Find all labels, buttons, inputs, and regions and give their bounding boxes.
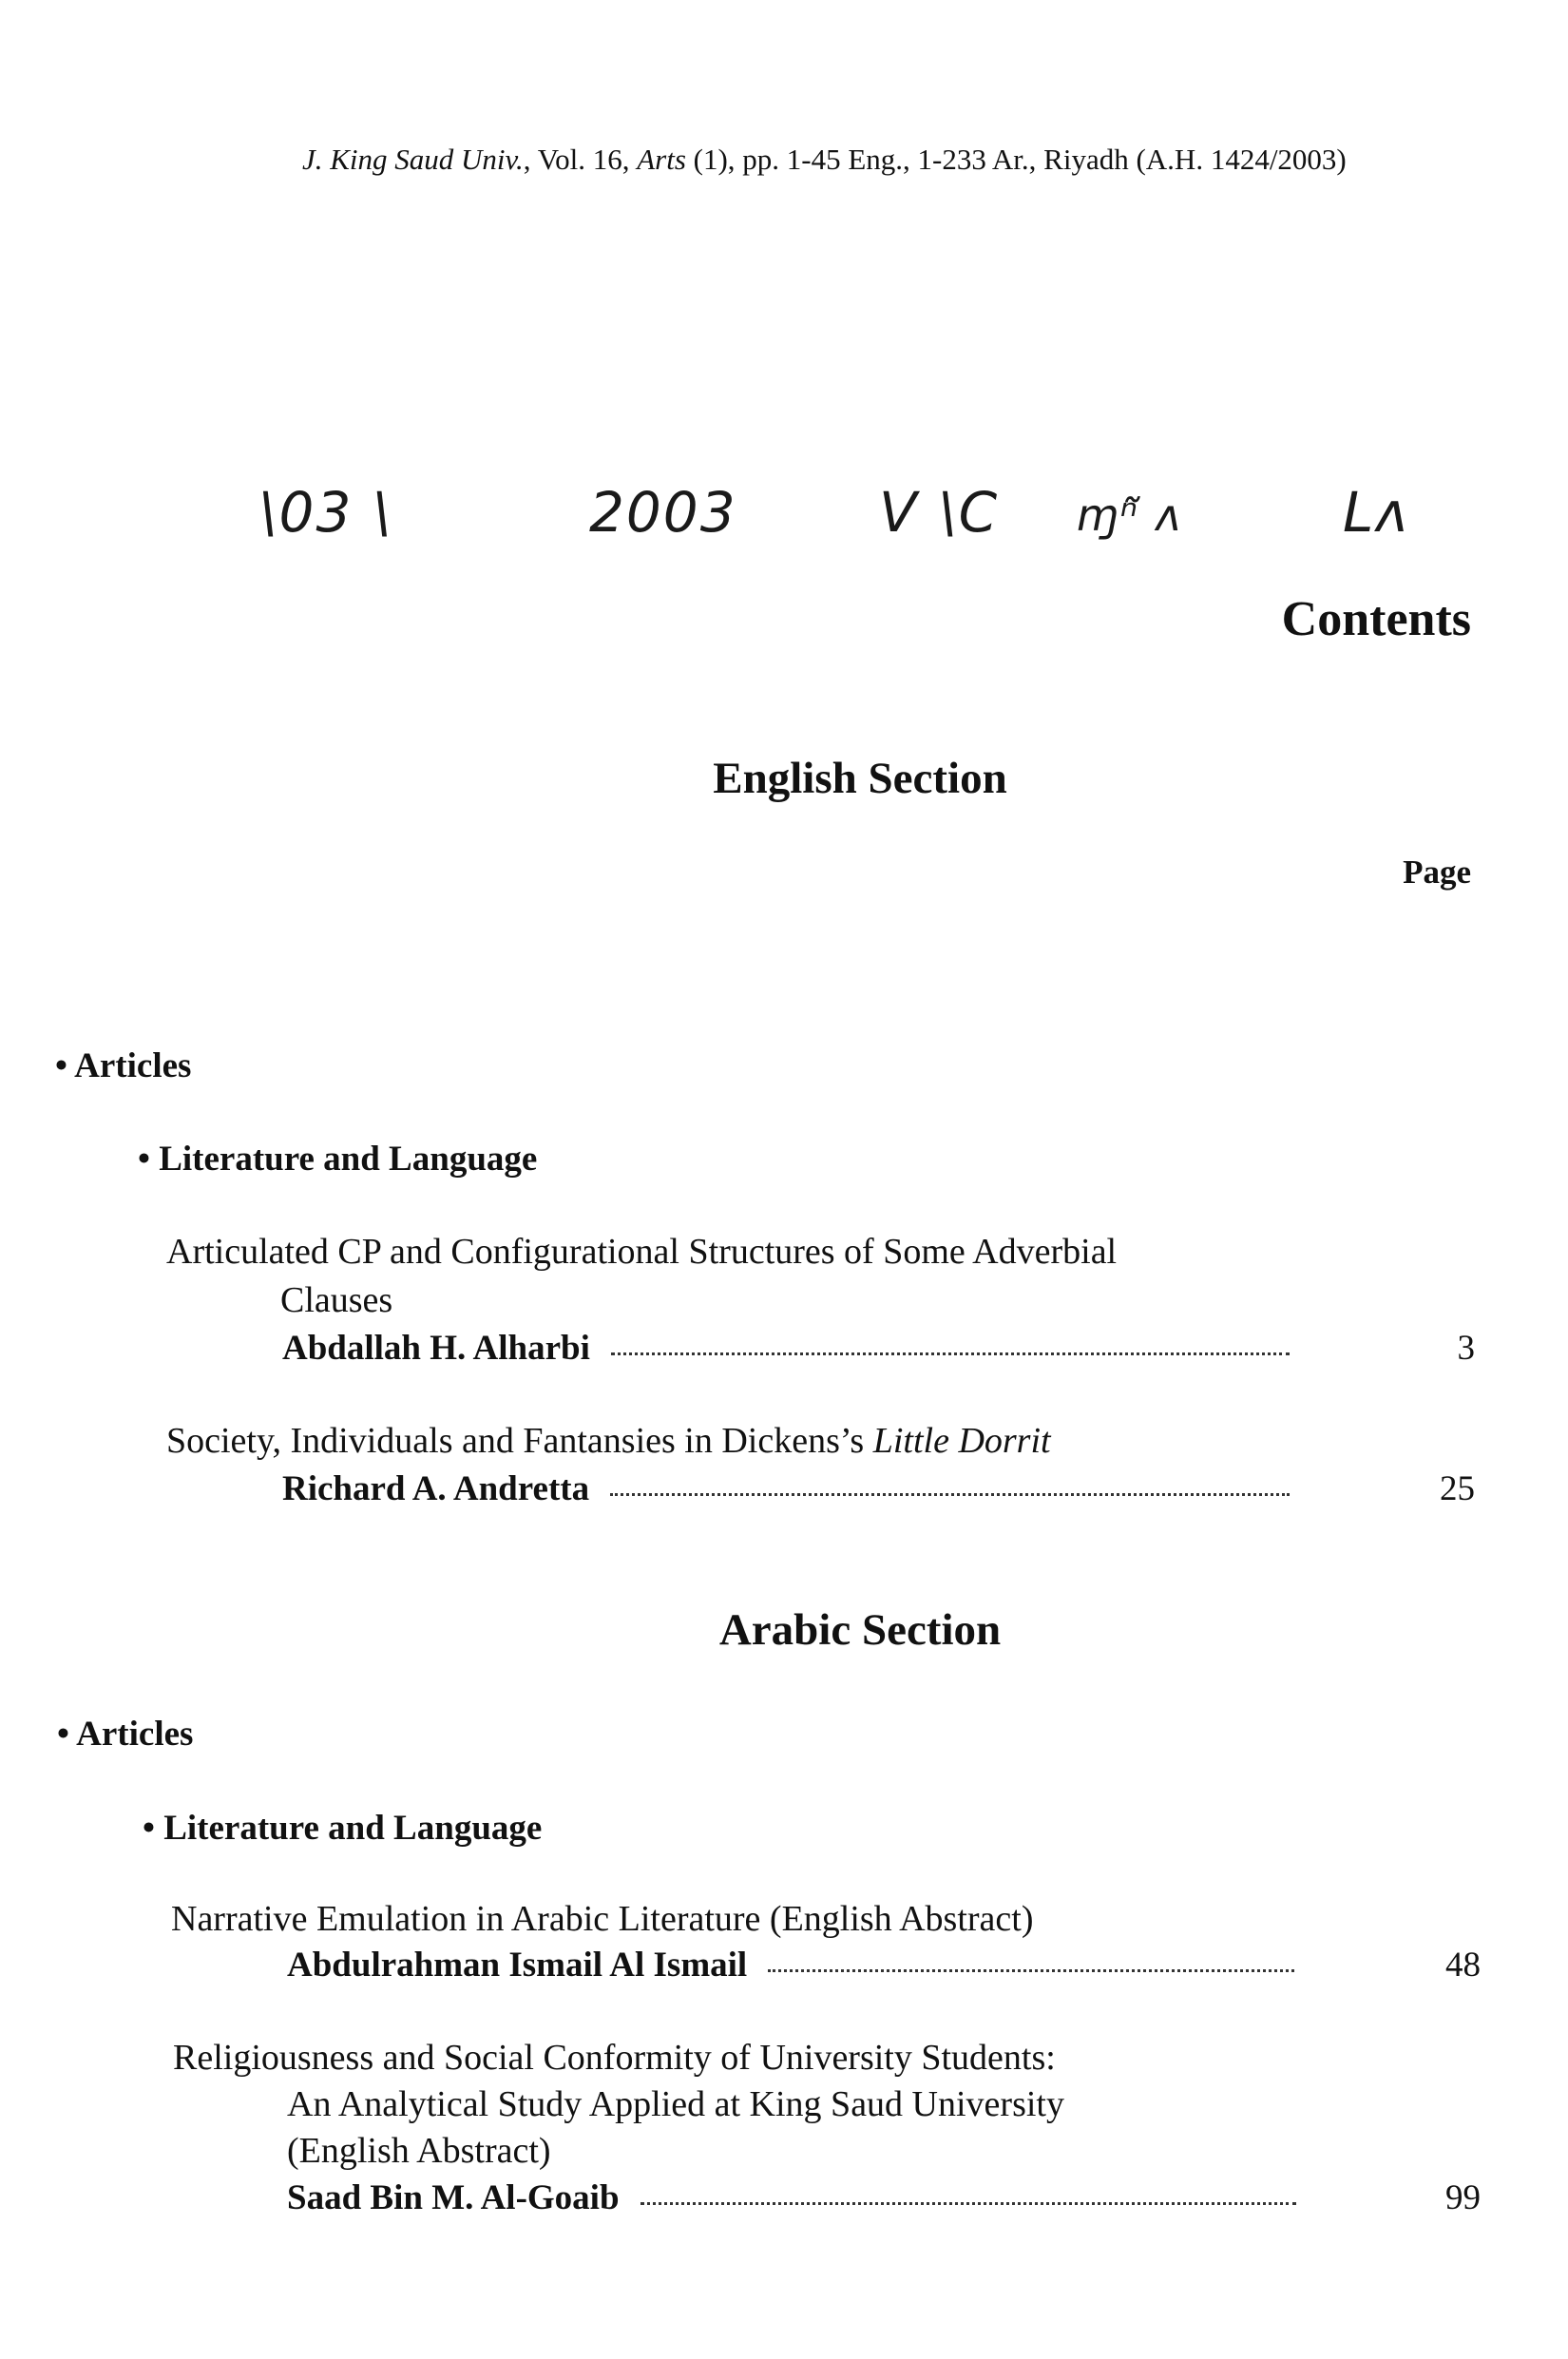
english-entry-1-title-line-1: Articulated CP and Configurational Structures of Some Adverbial bbox=[166, 1232, 1118, 1272]
handwritten-mark-1: \03 \ bbox=[258, 480, 393, 545]
dot-leader bbox=[611, 1352, 1290, 1355]
english-category-heading: • Literature and Language bbox=[138, 1140, 538, 1179]
journal-pages-place: (1), pp. 1-45 Eng., 1-233 Ar., Riyadh (A.H. 1424/2003) bbox=[685, 143, 1347, 176]
arabic-section-title: Arabic Section bbox=[718, 1605, 1002, 1655]
contents-title: Contents bbox=[1281, 592, 1471, 646]
handwritten-mark-5: Lʌ bbox=[1343, 480, 1410, 545]
handwritten-mark-3: V \C bbox=[879, 480, 1000, 545]
english-entry-1-author: Abdallah H. Alharbi bbox=[282, 1329, 590, 1368]
arabic-category-heading: • Literature and Language bbox=[143, 1809, 543, 1848]
english-entry-1-author-row bbox=[282, 1328, 1290, 1369]
arabic-entry-2-title-line-1: Religiousness and Social Conformity of University Students: bbox=[173, 2038, 1056, 2078]
journal-volume: , Vol. 16, bbox=[523, 143, 638, 176]
english-entry-2-page: 25 bbox=[1440, 1469, 1475, 1508]
dot-leader bbox=[641, 2202, 1296, 2205]
arabic-entry-2-author: Saad Bin M. Al-Goaib bbox=[287, 2178, 620, 2217]
arabic-entry-1-author-row bbox=[287, 1945, 1294, 1985]
arabic-entry-1-title: Narrative Emulation in Arabic Literature (English Abstract) bbox=[171, 1899, 1034, 1939]
arabic-entry-2-title-line-2: An Analytical Study Applied at King Saud University bbox=[287, 2084, 1064, 2124]
journal-series: Arts bbox=[637, 143, 686, 176]
arabic-articles-heading: • Articles bbox=[57, 1715, 194, 1754]
handwritten-mark-4: ɱⁿ̃ ʌ bbox=[1076, 489, 1184, 541]
english-entry-2-title-italic: Little Dorrit bbox=[872, 1421, 1051, 1461]
english-entry-1-page: 3 bbox=[1457, 1329, 1475, 1368]
arabic-entry-1-page: 48 bbox=[1445, 1946, 1481, 1985]
english-entry-1-title-line-2: Clauses bbox=[280, 1280, 393, 1320]
arabic-entry-2-author-row bbox=[287, 2177, 1296, 2218]
english-entry-2-title-text: Society, Individuals and Fantansies in Dickens’s bbox=[166, 1421, 873, 1461]
english-articles-heading: • Articles bbox=[55, 1046, 192, 1085]
journal-name: J. King Saud Univ. bbox=[302, 143, 524, 176]
journal-citation bbox=[302, 143, 1347, 177]
page-column-label: Page bbox=[1403, 853, 1471, 891]
dot-leader bbox=[768, 1969, 1294, 1972]
dot-leader bbox=[610, 1493, 1290, 1496]
english-entry-2-author-row bbox=[282, 1468, 1290, 1509]
arabic-entry-2-page: 99 bbox=[1445, 2178, 1481, 2217]
arabic-entry-2-title-line-3: (English Abstract) bbox=[287, 2131, 551, 2171]
english-entry-2-author: Richard A. Andretta bbox=[282, 1469, 590, 1508]
english-entry-2-title bbox=[166, 1420, 1051, 1462]
english-section-title: English Section bbox=[713, 754, 1007, 803]
handwritten-mark-2: 2003 bbox=[589, 480, 737, 545]
arabic-entry-1-author: Abdulrahman Ismail Al Ismail bbox=[287, 1946, 748, 1985]
